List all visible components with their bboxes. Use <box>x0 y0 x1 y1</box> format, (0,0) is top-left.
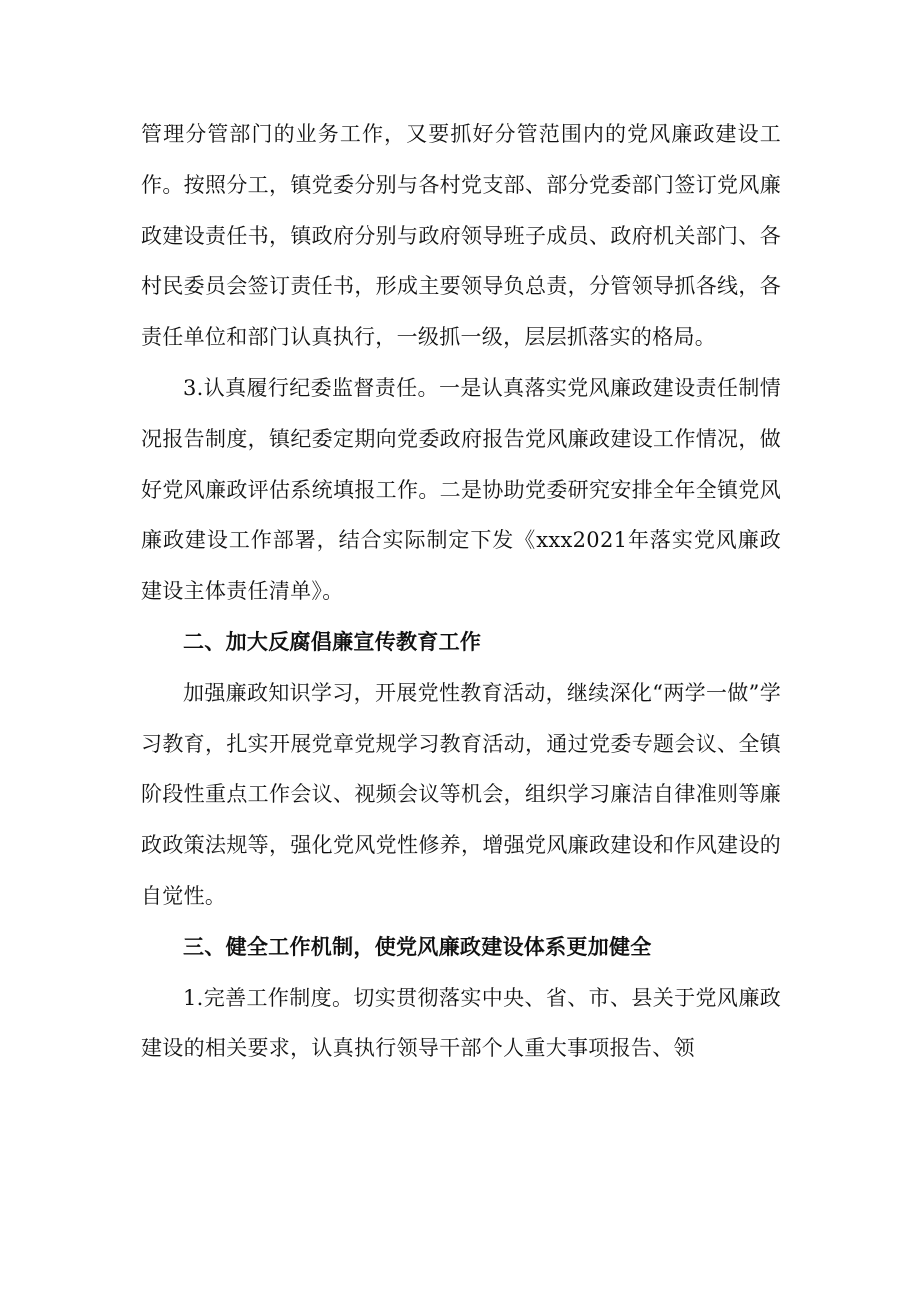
paragraph-discipline-supervision: 3.认真履行纪委监督责任。一是认真落实党风廉政建设责任制情况报告制度，镇纪委定期向党委政府报告党风廉政建设工作情况，做好党风廉政评估系统填报工作。二是协助党委研究安排全年全镇党风廉政建设工作部署，结合实际制定下发《xxx2021年落实党风廉政建设主体责任清单》。 <box>141 375 781 604</box>
section-heading-anticorruption-education: 二、加大反腐倡廉宣传教育工作 <box>183 629 482 654</box>
paragraph-responsibility-division: 管理分管部门的业务工作，又要抓好分管范围内的党风廉政建设工作。按照分工，镇党委分别与各村党支部、部分党委部门签订党风廉政建设责任书，镇政府分别与政府领导班子成员、政府机关部门、各村民委员会签订责任书，形成主要领导负总责，分管领导抓各线，各责任单位和部门认真执行，一级抓一级，层层抓落实的格局。 <box>141 122 781 350</box>
section-heading-work-mechanism: 三、健全工作机制，使党风廉政建设体系更加健全 <box>183 934 652 959</box>
document-page <box>141 109 781 1074</box>
paragraph-integrity-study: 加强廉政知识学习，开展党性教育活动，继续深化“两学一做”学习教育，扎实开展党章党规学习教育活动，通过党委专题会议、全镇阶段性重点工作会议、视频会议等机会，组织学习廉洁自律准则等廉政政策法规等，强化党风党性修养，增强党风廉政建设和作风建设的自觉性。 <box>141 680 781 908</box>
paragraph-work-system: 1.完善工作制度。切实贯彻落实中央、省、市、县关于党风廉政建设的相关要求，认真执行领导干部个人重大事项报告、领 <box>141 985 781 1061</box>
